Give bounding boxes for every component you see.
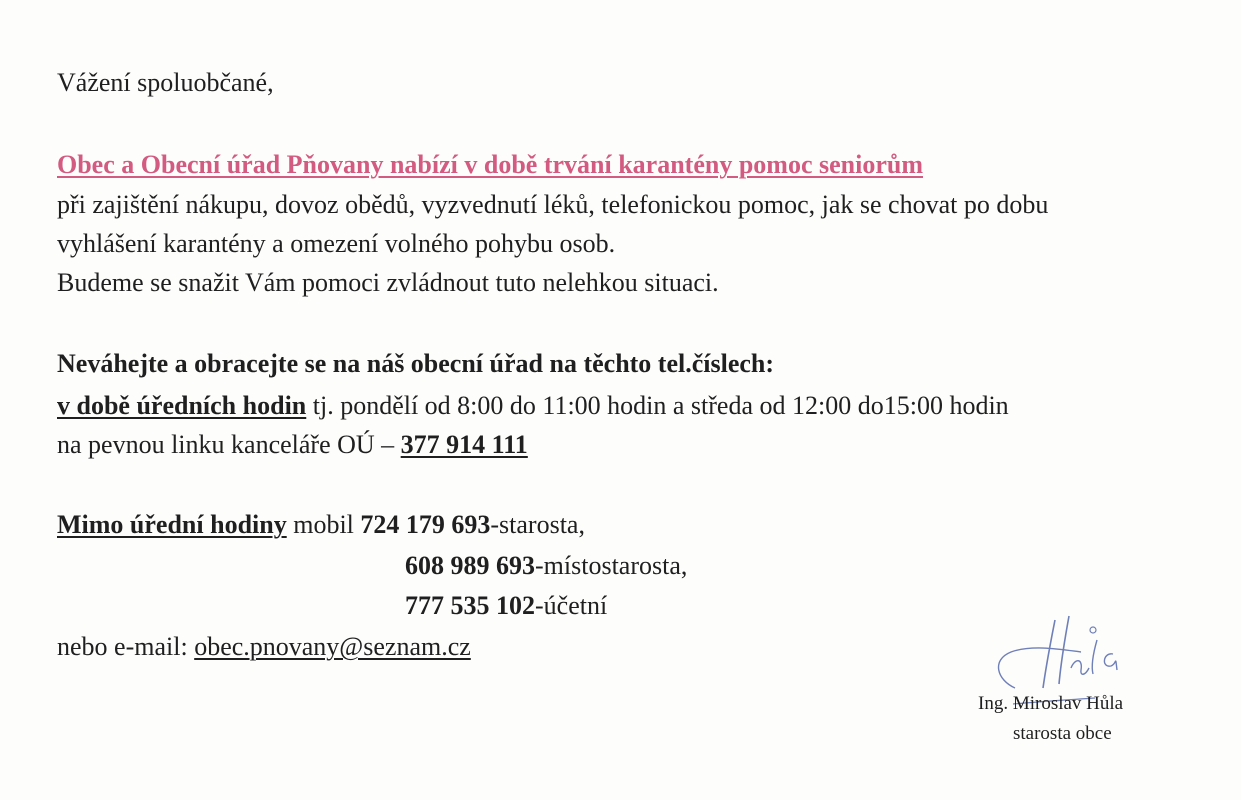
signatory-role: starosta obce bbox=[1013, 723, 1112, 744]
email-address[interactable]: obec.pnovany@seznam.cz bbox=[194, 632, 471, 661]
signatory-name: Ing. Miroslav Hůla bbox=[978, 693, 1124, 714]
body-line-3: Budeme se snažit Vám pomoci zvládnout tuto nelehkou situaci. bbox=[57, 268, 719, 297]
headline: Obec a Obecní úřad Pňovany nabízí v době trvání karantény pomoc seniorům bbox=[57, 150, 923, 179]
contact-heading: Neváhejte a obracejte se na náš obecní úřad na těchto tel.číslech: bbox=[57, 349, 775, 378]
mobile-number-ucetni: 777 535 102 bbox=[405, 591, 535, 620]
greeting: Vážení spoluobčané, bbox=[57, 68, 274, 97]
outside-hours-line bbox=[57, 510, 585, 540]
email-line bbox=[57, 632, 471, 662]
outside-hours-label: Mimo úřední hodiny bbox=[57, 510, 287, 539]
mobile-role-starosta: -starosta, bbox=[490, 510, 585, 539]
body-line-1: při zajištění nákupu, dovoz obědů, vyzvednutí léků, telefonickou pomoc, jak se chovat po dobu bbox=[57, 190, 1049, 219]
landline-line bbox=[57, 430, 528, 460]
office-hours-line bbox=[57, 391, 1009, 421]
landline-number: 377 914 111 bbox=[400, 430, 528, 459]
mobile-role-ucetni: -účetní bbox=[535, 591, 608, 620]
mobile-number-mistostarosta: 608 989 693 bbox=[405, 551, 535, 580]
office-hours-text: tj. pondělí od 8:00 do 11:00 hodin a středa od 12:00 do15:00 hodin bbox=[306, 391, 1009, 420]
mobile-line-ucetni bbox=[405, 591, 607, 621]
mobile-role-mistostarosta: -místostarosta, bbox=[535, 551, 688, 580]
mobile-line-mistostarosta bbox=[405, 551, 687, 581]
email-prefix: nebo e-mail: bbox=[57, 632, 195, 661]
landline-prefix: na pevnou linku kanceláře OÚ – bbox=[57, 430, 401, 459]
handwritten-signature bbox=[985, 610, 1135, 705]
mobile-number-starosta: 724 179 693 bbox=[360, 510, 491, 539]
office-hours-label: v době úředních hodin bbox=[57, 391, 307, 420]
mobile-prefix: mobil bbox=[286, 510, 361, 539]
body-line-2: vyhlášení karantény a omezení volného pohybu osob. bbox=[57, 229, 616, 258]
